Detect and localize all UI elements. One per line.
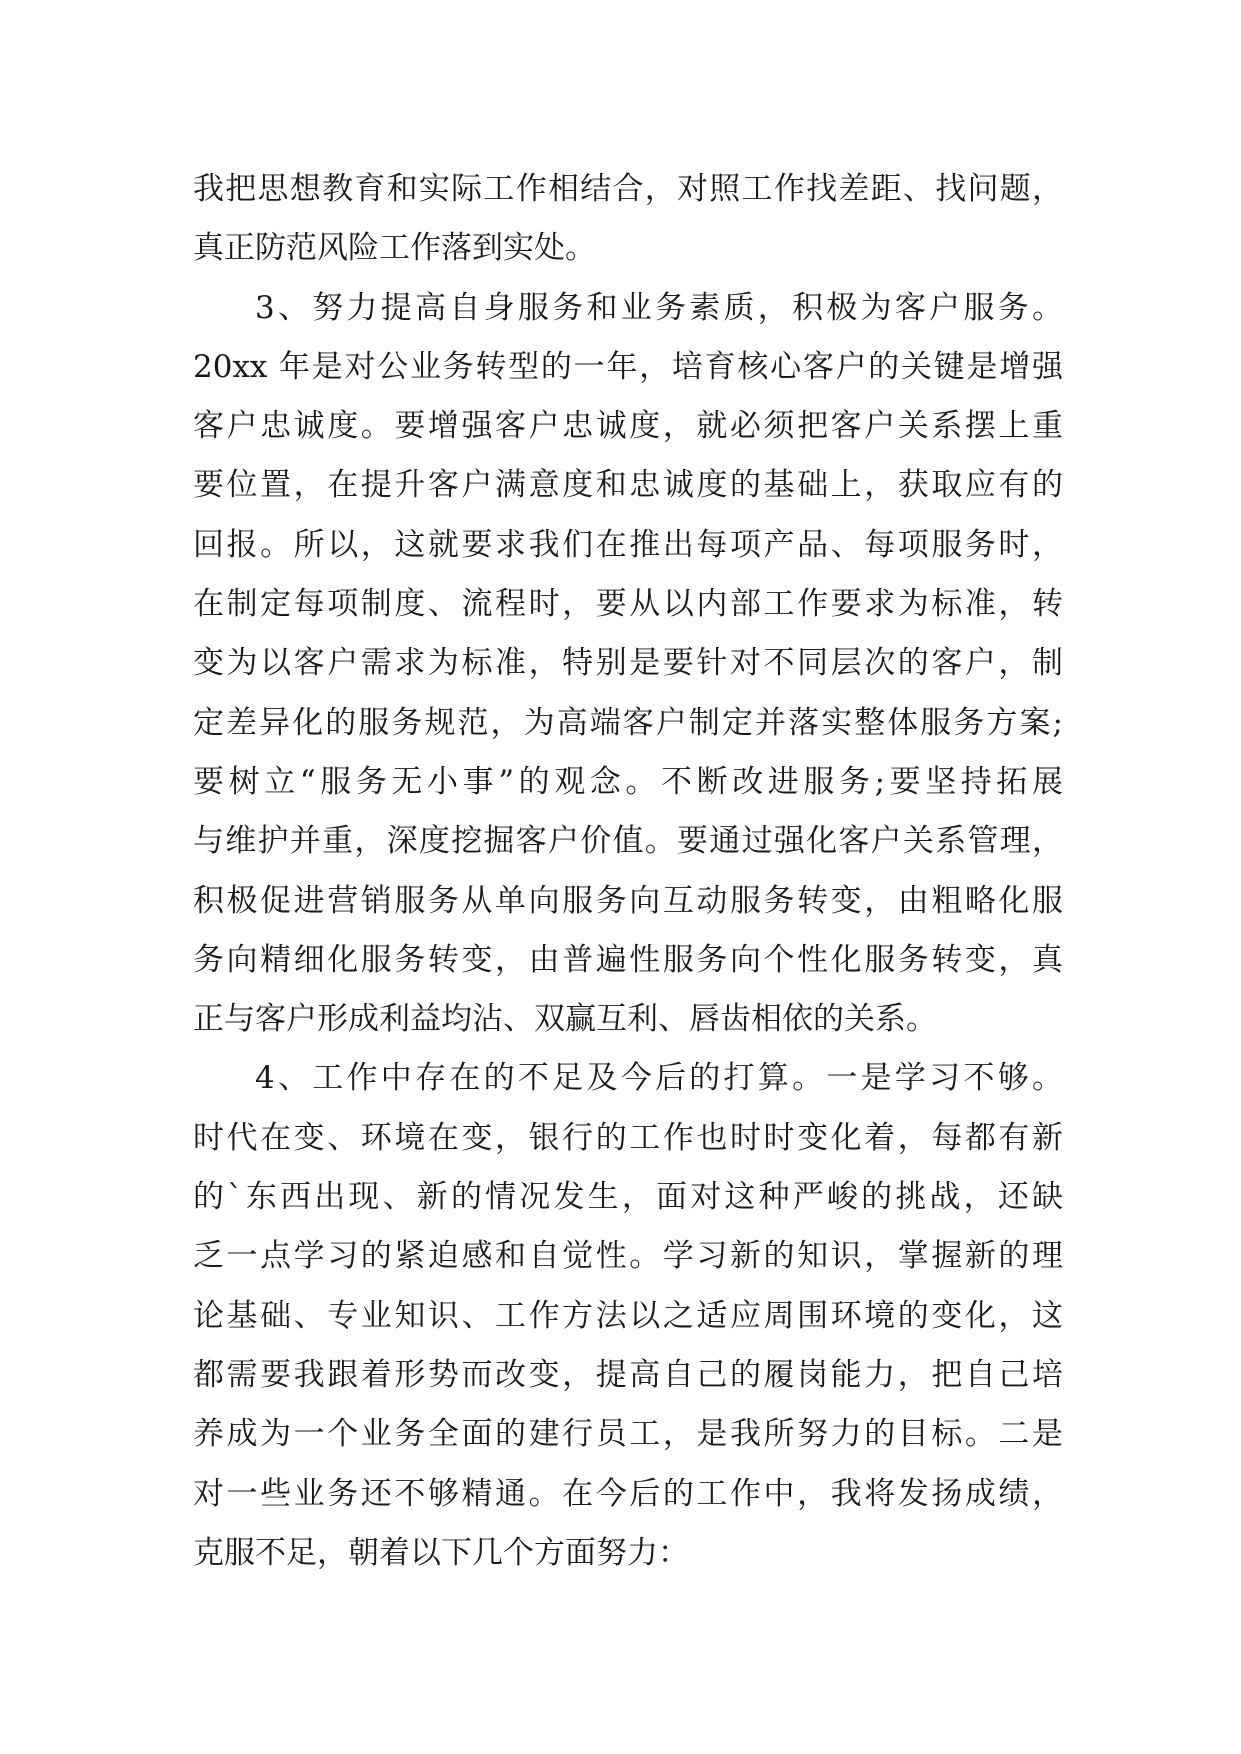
text-line: 乏一点学习的紧迫感和自觉性。学习新的知识，掌握新的理 [193,1238,1063,1275]
paragraph-heading-4: 4、工作中存在的不足及今后的打算。一是学习不够。 [255,1060,1063,1097]
text-line: 回报。所以，这就要求我们在推出每项产品、每项服务时， [193,526,1063,563]
text-line: 客户忠诚度。要增强客户忠诚度，就必须把客户关系摆上重 [193,408,1063,445]
text-line: 时代在变、环境在变，银行的工作也时时变化着，每都有新 [193,1119,1063,1156]
text-line: 在制定每项制度、流程时，要从以内部工作要求为标准，转 [193,586,1063,623]
text-line: 积极促进营销服务从单向服务向互动服务转变，由粗略化服 [193,882,1063,919]
text-line: 务向精细化服务转变，由普遍性服务向个性化服务转变，真 [193,941,1063,978]
text-line: 对一些业务还不够精通。在今后的工作中，我将发扬成绩， [193,1475,1063,1512]
text-line: 都需要我跟着形势而改变，提高自己的履岗能力，把自己培 [193,1356,1063,1393]
text-line: 20xx 年是对公业务转型的一年，培育核心客户的关键是增强 [193,348,1063,385]
text-line: 论基础、专业知识、工作方法以之适应周围环境的变化，这 [193,1297,1063,1334]
text-line: 的`东西出现、新的情况发生，面对这种严峻的挑战，还缺 [193,1179,1063,1216]
text-line: 变为以客户需求为标准，特别是要针对不同层次的客户，制 [193,645,1063,682]
paragraph-heading-3: 3、努力提高自身服务和业务素质，积极为客户服务。 [255,289,1063,326]
text-line: 定差异化的服务规范，为高端客户制定并落实整体服务方案; [193,704,1063,741]
text-line: 要位置，在提升客户满意度和忠诚度的基础上，获取应有的 [193,467,1063,504]
document-body [193,160,1063,1583]
text-line: 要树立“服务无小事”的观念。不断改进服务;要坚持拓展 [193,763,1063,800]
text-line: 与维护并重，深度挖掘客户价值。要通过强化客户关系管理， [193,823,1063,860]
text-line: 正与客户形成利益均沾、双赢互利、唇齿相依的关系。 [193,1001,937,1038]
text-line: 养成为一个业务全面的建行员工，是我所努力的目标。二是 [193,1416,1063,1453]
text-line: 真正防范风险工作落到实处。 [193,230,596,267]
text-line: 克服不足，朝着以下几个方面努力： [193,1534,689,1571]
text-line: 我把思想教育和实际工作相结合，对照工作找差距、找问题， [193,171,1063,207]
